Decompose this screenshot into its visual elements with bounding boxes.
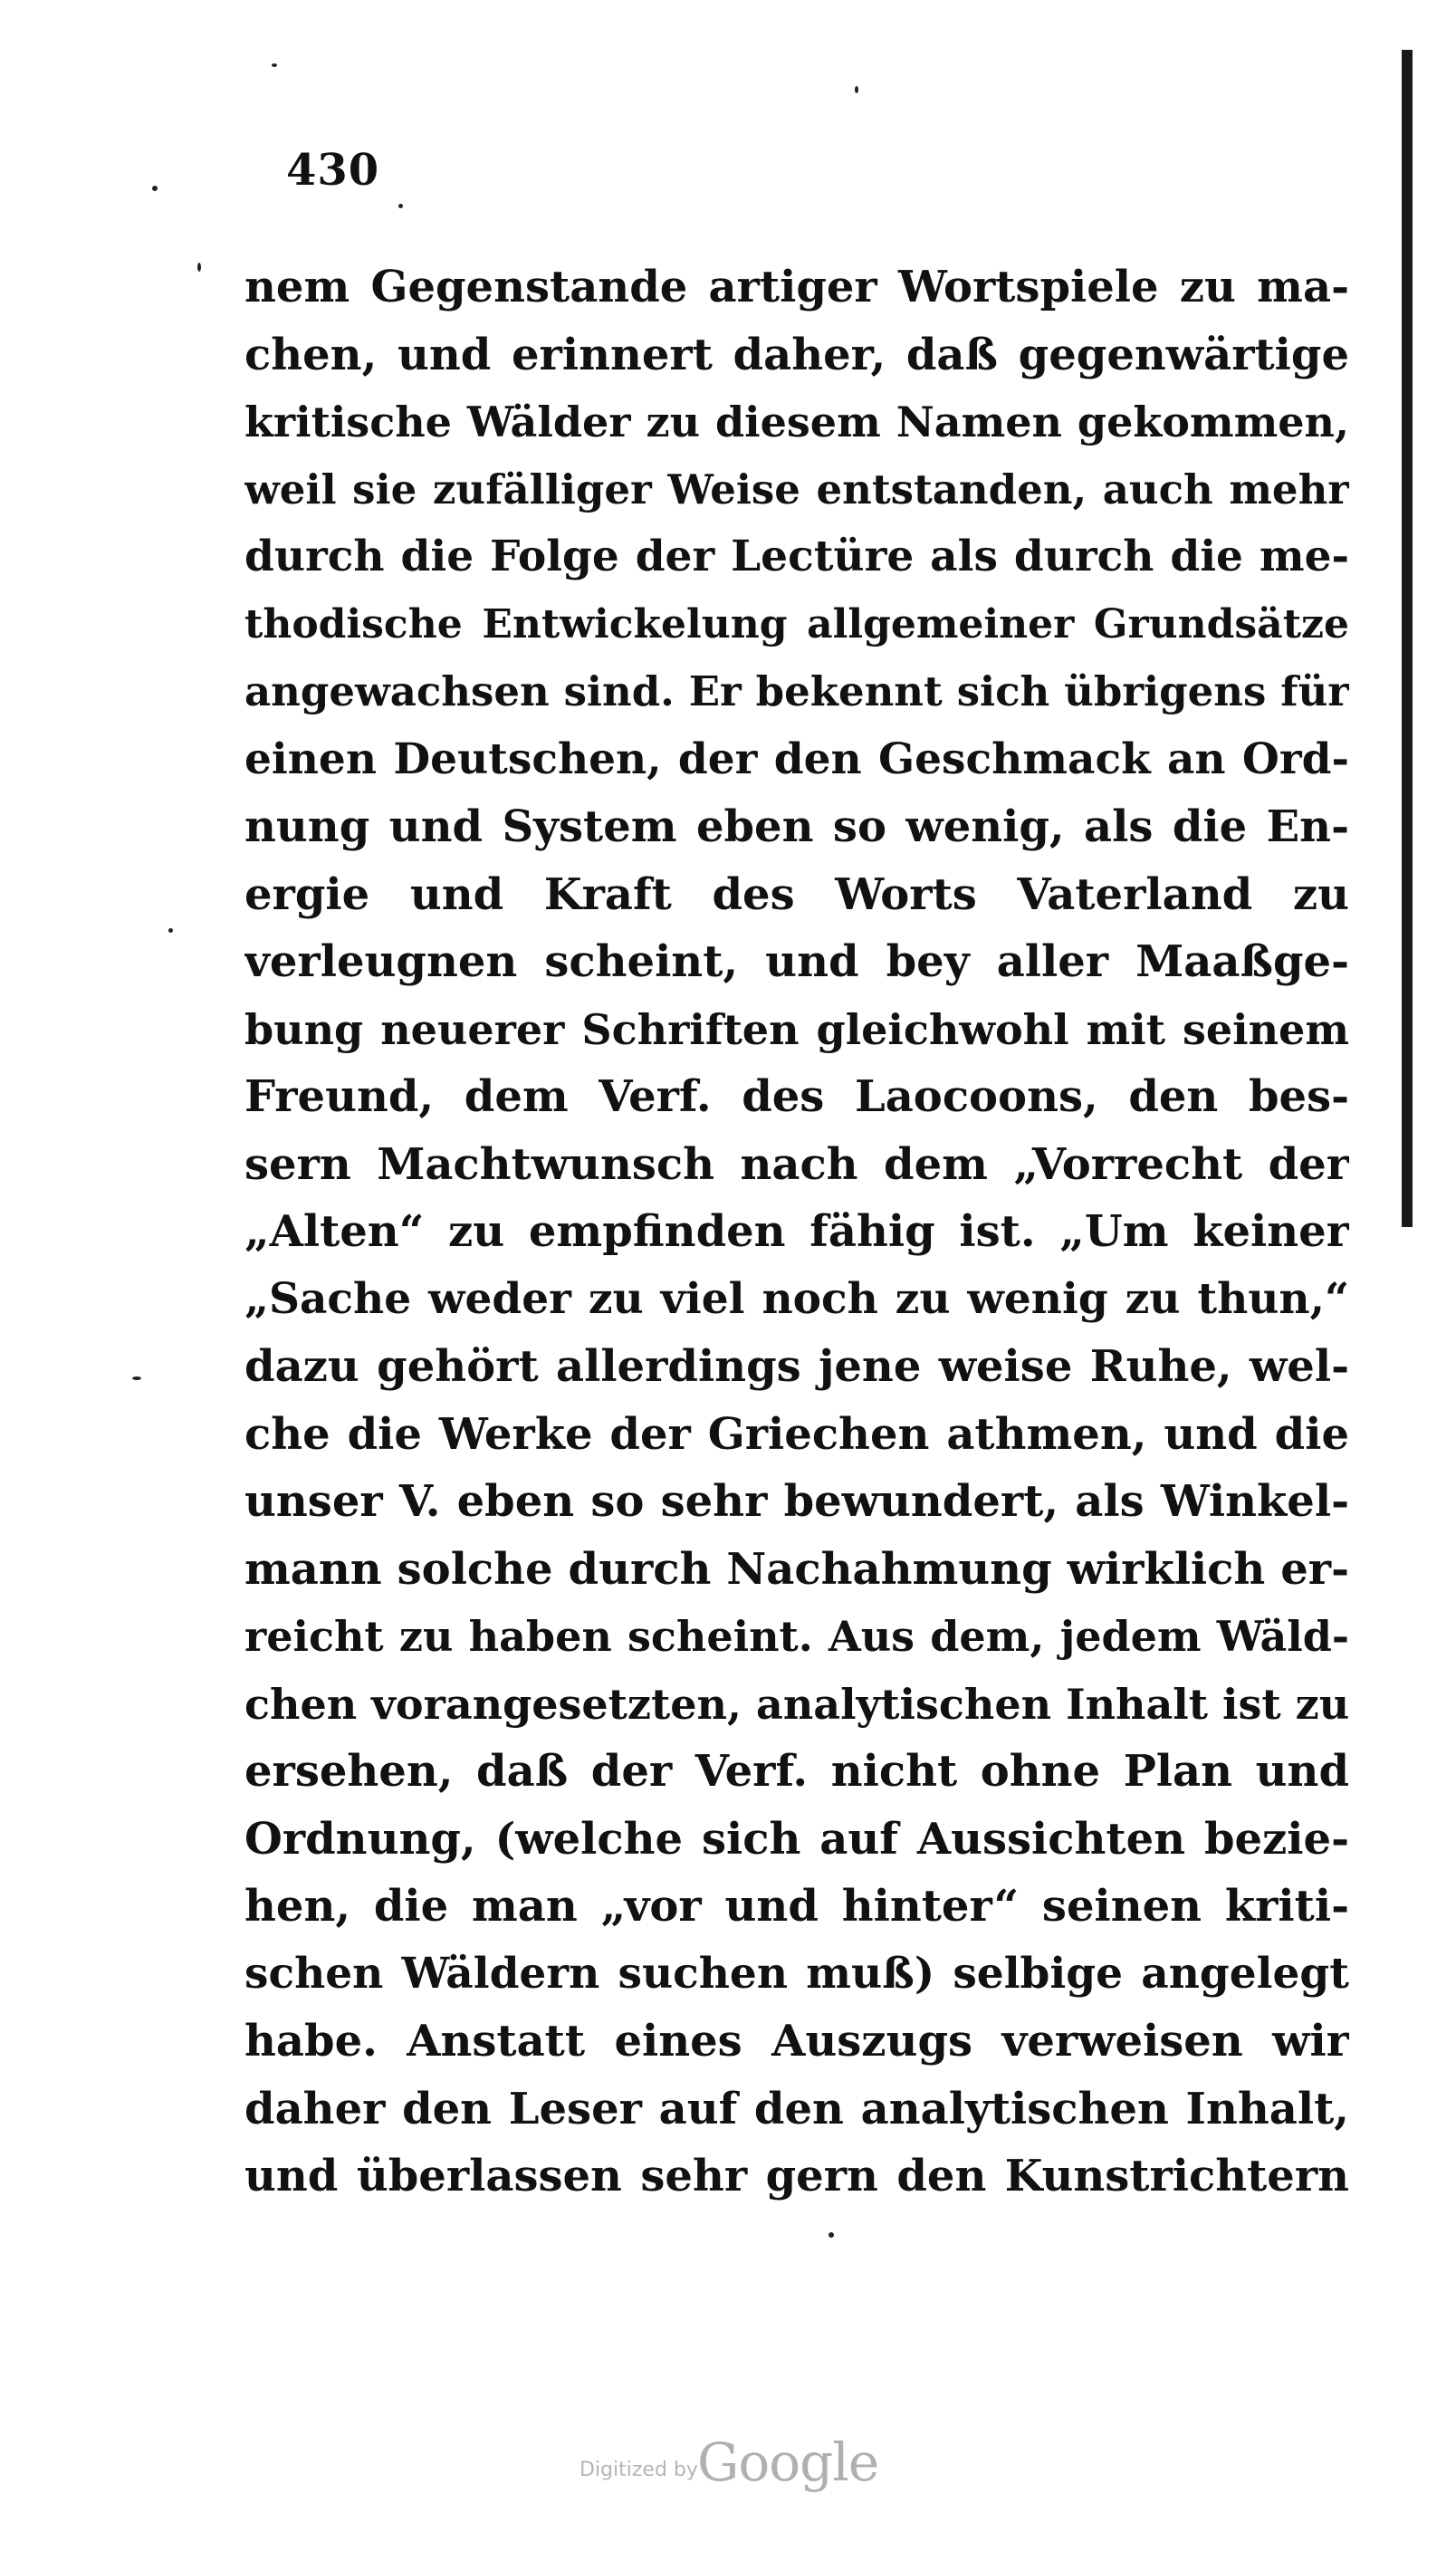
text-line: nung und System eben so wenig, als die En- bbox=[244, 801, 1349, 852]
page-number: 430 bbox=[286, 145, 380, 196]
text-line: che die Werke der Griechen athmen, und die bbox=[244, 1408, 1349, 1460]
page-binding-edge bbox=[1402, 50, 1413, 1227]
text-line: einen Deutschen, der den Geschmack an Ord- bbox=[244, 734, 1349, 784]
text-line: habe. Anstatt eines Auszugs verweisen wir bbox=[244, 2016, 1349, 2067]
text-line: nem Gegenstande artiger Wortspiele zu ma- bbox=[244, 262, 1349, 312]
text-line: und überlassen sehr gern den Kunstrichtern bbox=[244, 2151, 1349, 2201]
text-line: ersehen, daß der Verf. nicht ohne Plan und bbox=[244, 1746, 1349, 1797]
body-text bbox=[244, 254, 1349, 2211]
text-line: daher den Leser auf den analytischen Inhalt, bbox=[244, 2083, 1349, 2134]
text-line: bung neuerer Schriften gleichwohl mit seinem bbox=[244, 1004, 1349, 1054]
text-line: mann solche durch Nachahmung wirklich er- bbox=[244, 1543, 1349, 1595]
text-line: durch die Folge der Lectüre als durch die me- bbox=[244, 532, 1349, 581]
scan-speck bbox=[855, 86, 858, 93]
scan-speck bbox=[197, 263, 201, 272]
text-line: schen Wäldern suchen muß) selbige angelegt bbox=[244, 1948, 1349, 1999]
text-line: hen, die man „vor und hinter“ seinen kriti- bbox=[244, 1881, 1349, 1932]
text-line: thodische Entwickelung allgemeiner Grundsätze bbox=[244, 600, 1349, 647]
text-line: dazu gehört allerdings jene weise Ruhe, wel- bbox=[244, 1341, 1349, 1392]
text-line: „Alten“ zu empfinden fähig ist. „Um keiner bbox=[244, 1206, 1349, 1257]
scan-speck bbox=[829, 2232, 834, 2238]
google-logo: Google bbox=[697, 2431, 879, 2493]
scan-speck bbox=[152, 186, 158, 191]
text-line: chen vorangesetzten, analytischen Inhalt ist zu bbox=[244, 1679, 1349, 1729]
scan-speck bbox=[398, 204, 403, 208]
text-line: unser V. eben so sehr bewundert, als Winkel- bbox=[244, 1476, 1349, 1527]
text-line: kritische Wälder zu diesem Namen gekommen, bbox=[244, 398, 1349, 446]
scan-speck bbox=[272, 63, 277, 67]
scan-speck bbox=[132, 1376, 141, 1380]
text-line: reicht zu haben scheint. Aus dem, jedem Wäld- bbox=[244, 1612, 1349, 1661]
text-line: Ordnung, (welche sich auf Aussichten bezie- bbox=[244, 1813, 1349, 1865]
text-line: angewachsen sind. Er bekennt sich übrigens für bbox=[244, 667, 1349, 715]
text-line: chen, und erinnert daher, daß gegenwärtige bbox=[244, 329, 1349, 380]
digitization-watermark bbox=[580, 2431, 887, 2495]
digitized-by-label: Digitized by bbox=[580, 2459, 698, 2481]
text-line: sern Machtwunsch nach dem „Vorrecht der bbox=[244, 1138, 1349, 1190]
text-line: verleugnen scheint, und bey aller Maaßge- bbox=[244, 936, 1349, 987]
text-line: ergie und Kraft des Worts Vaterland zu bbox=[244, 868, 1349, 920]
text-line: „Sache weder zu viel noch zu wenig zu thun,“ bbox=[244, 1273, 1349, 1324]
text-line: Freund, dem Verf. des Laocoons, den bes- bbox=[244, 1071, 1349, 1122]
text-line: weil sie zufälliger Weise entstanden, auch mehr bbox=[244, 465, 1349, 513]
scan-speck bbox=[168, 928, 173, 933]
